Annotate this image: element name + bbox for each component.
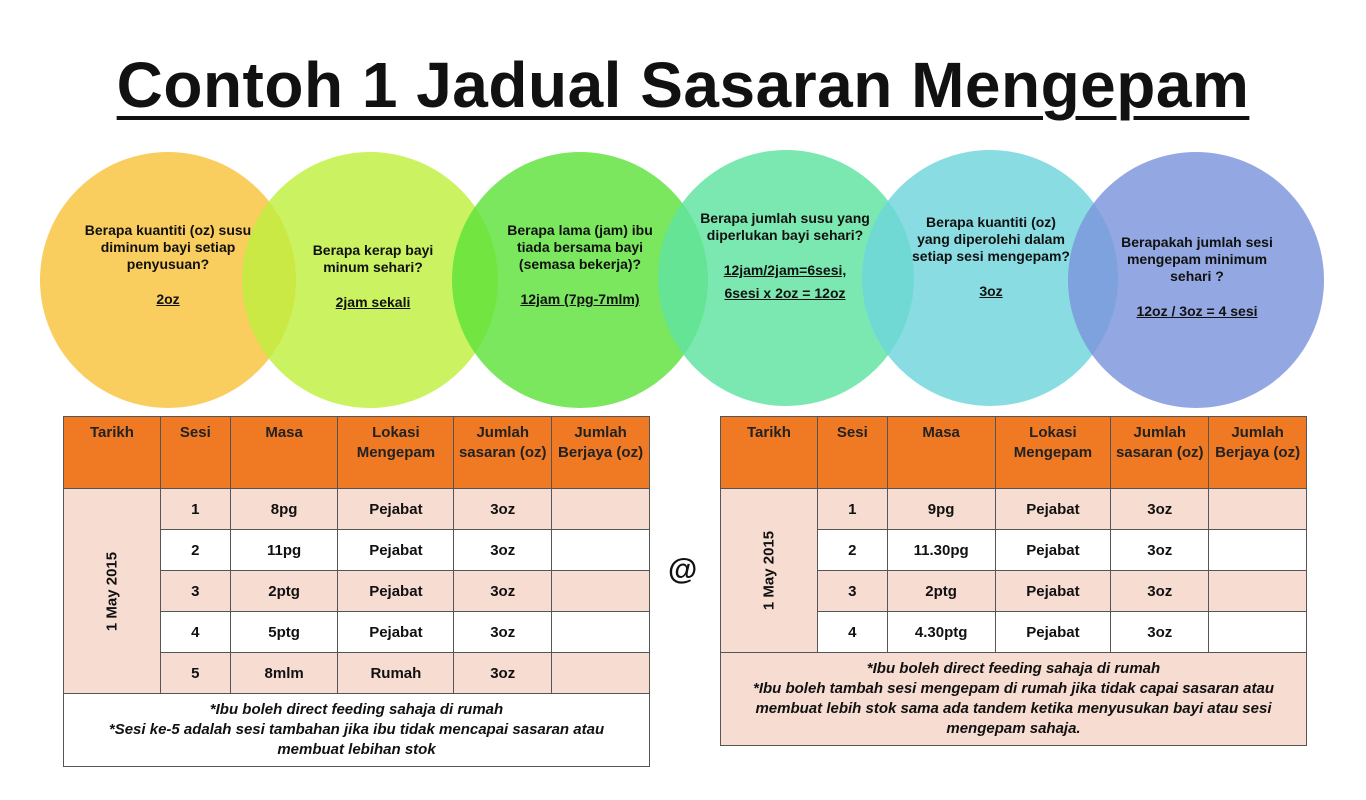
header-masa: Masa (230, 417, 338, 489)
circle-text-5: Berapa kuantiti (oz) yang diperolehi dalam setiap sesi mengepam? 3oz (912, 214, 1070, 299)
table-row: 4 5ptg Pejabat 3oz (64, 612, 650, 653)
schedule-table-2 (720, 416, 1307, 746)
circle-text-6: Berapakah jumlah sesi mengepam minimum sehari ? 12oz / 3oz = 4 sesi (1121, 234, 1273, 319)
header-lokasi: Lokasi Mengepam (995, 417, 1111, 489)
table-row: 2 11.30pg Pejabat 3oz (721, 530, 1307, 571)
circle-text-1: Berapa kuantiti (oz) susu diminum bayi setiap penyusuan? 2oz (84, 222, 252, 307)
schedule-table-1 (63, 416, 650, 767)
table-header (721, 417, 1307, 489)
header-berjaya: Jumlah Berjaya (oz) (552, 417, 650, 489)
header-berjaya: Jumlah Berjaya (oz) (1209, 417, 1307, 489)
table-header (64, 417, 650, 489)
table-row: 1 May 2015 1 9pg Pejabat 3oz (721, 489, 1307, 530)
circle-text-2: Berapa kerap bayi minum sehari? 2jam sekali (312, 242, 434, 310)
header-sasaran: Jumlah sasaran (oz) (454, 417, 552, 489)
table-notes: *Ibu boleh direct feeding sahaja di rumah *Ibu boleh tambah sesi mengepam di rumah jika tidak capai sasaran atau membuat lebih stok sama ada tandem ketika menyusukan bayi atau sesi mengepam sahaja. (721, 653, 1307, 746)
circle-text-3: Berapa lama (jam) ibu tiada bersama bayi (semasa bekerja)? 12jam (7pg-7mlm) (507, 222, 653, 307)
header-sesi: Sesi (160, 417, 230, 489)
header-tarikh: Tarikh (721, 417, 818, 489)
table-row: 5 8mlm Rumah 3oz (64, 653, 650, 694)
header-tarikh: Tarikh (64, 417, 161, 489)
notes-row (721, 653, 1307, 746)
header-sasaran: Jumlah sasaran (oz) (1111, 417, 1209, 489)
header-masa: Masa (887, 417, 995, 489)
page-title: Contoh 1 Jadual Sasaran Mengepam (116, 49, 1250, 121)
table-row: 3 2ptg Pejabat 3oz (721, 571, 1307, 612)
circle-text-4: Berapa jumlah susu yang diperlukan bayi sehari? 12jam/2jam=6sesi, 6sesi x 2oz = 12oz (700, 210, 870, 301)
header-sesi: Sesi (817, 417, 887, 489)
or-symbol: @ (668, 553, 698, 586)
header-lokasi: Lokasi Mengepam (338, 417, 454, 489)
table-row: 3 2ptg Pejabat 3oz (64, 571, 650, 612)
table-notes: *Ibu boleh direct feeding sahaja di rumah *Sesi ke-5 adalah sesi tambahan jika ibu tidak mencapai sasaran atau membuat lebihan stok (64, 694, 650, 767)
table-row: 4 4.30ptg Pejabat 3oz (721, 612, 1307, 653)
date-cell: 1 May 2015 (721, 489, 818, 653)
notes-row (64, 694, 650, 767)
date-cell: 1 May 2015 (64, 489, 161, 694)
table-row: 1 May 2015 1 8pg Pejabat 3oz (64, 489, 650, 530)
table-row: 2 11pg Pejabat 3oz (64, 530, 650, 571)
